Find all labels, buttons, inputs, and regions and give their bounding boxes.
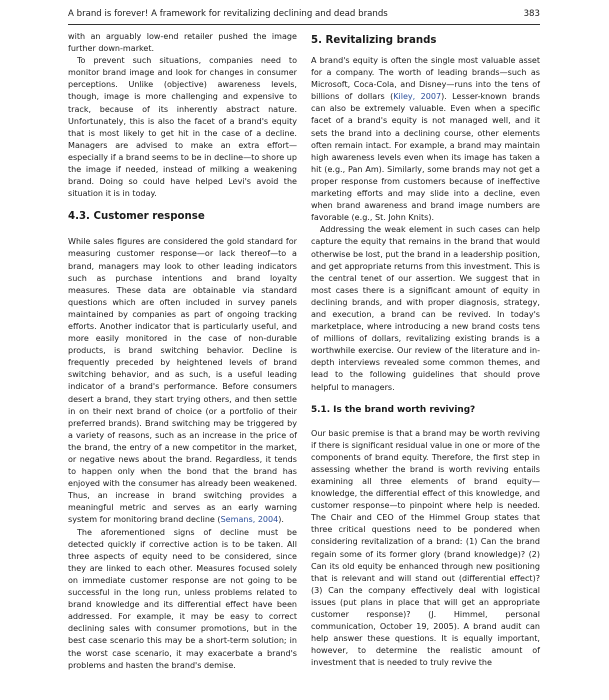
citation-link[interactable]: Kiley, 2007 [393, 92, 442, 102]
running-head [68, 8, 540, 20]
section-heading: 5. Revitalizing brands [311, 35, 437, 46]
paragraph: The aforementioned signs of decline must be detected quickly if corrective action is to be taken. All three aspects of equity need to be considered, since they are linked to each other. Measures focused solely on immediate customer response are not going to be successful in the long run, unless problems related to brand knowledge and its differential effect have been addressed. For example, it may be easy to correct declining sales with consumer promotions, but in the best case scenario this may be a short-term solution; in the worst case scenario, it may exacerbate a brand's problems and hasten the brand's demise. [68, 527, 297, 670]
citation-link[interactable]: Semans, 2004 [220, 515, 279, 525]
right-column [311, 31, 540, 670]
paragraph: Addressing the weak element in such cases can help capture the equity that remains in the brand that would otherwise be lost, put the brand in a leadership position, and get appropriate returns from this investment. This is the central tenet of our assertion. We suggest that in most cases there is a significant amount of equity in declining brands, and with proper diagnosis, strategy, and execution, a brand can be revived. In today's marketplace, where introducing a new brand costs tens of millions of dollars, revitalizing existing brands is a worthwhile exercise. Our review of the literature and in-depth interviews revealed some common themes, and lead to the following guidelines that should prove helpful to managers. [311, 225, 540, 392]
paragraph: While sales figures are considered the gold standard for measuring customer response—or lack thereof—to a brand, managers may look to other leading indicators such as purchase intentions and brand loyalty measures. These data are obtainable via standard questions which are often included in survey panels maintained by companies as part of ongoing tracking efforts. Another indicator that is particularly useful, and more easily monitored in the case of non-durable products, is brand switching behavior. Decline is frequently preceded by heightened levels of brand switching behavior, and as such, is a useful leading indicator of a brand's performance. Before consumers desert a brand, they start trying others, and then settle in on their next brand of choice (or a portfolio of their preferred brands). Brand switching may be triggered by a variety of reasons, such as an increase in the price of the brand, the entry of a new competitor in the market, or negative news about the brand. Regardless, it tends to happen only when the bond that the brand has enjoyed with the consumer has already been weakened. Thus, an increase in brand switching provides a meaningful metric and serves as an early warning system for monitoring brand decline (Semans, 2004). [68, 237, 297, 525]
page-number: 383 [523, 9, 540, 19]
paragraph: Our basic premise is that a brand may be worth reviving if there is significant residual value in one or more of the components of brand equity. Therefore, the first step in assessing whether the brand is worth reviving entails examining all three elements of brand equity—knowledge, the differential effect of this knowledge, and customer response—to pinpoint where help is needed. The Chair and CEO of the Himmel Group states that three critical questions need to be pondered when considering revitalization of a brand: (1) Can the brand regain some of its former glory (brand knowledge)? (2) Can its old equity be enhanced through new positioning that is relevant and will stand out (differential effect)? (3) Can the company effectively deal with logistical issues (put plans in place that will get an appropriate customer response)? (J. Himmel, personal communication, October 19, 2005). A brand audit can help answer these questions. It is equally important, however, to determine the realistic amount of investment that is needed to truly revive the [311, 428, 540, 668]
left-column [68, 31, 297, 672]
subsection-heading: 5.1. Is the brand worth reviving? [311, 404, 476, 415]
paragraph: with an arguably low-end retailer pushed the image further down-market. [68, 32, 297, 54]
header-rule [68, 24, 540, 25]
running-title: A brand is forever! A framework for revitalizing declining and dead brands [68, 9, 388, 19]
section-heading: 4.3. Customer response [68, 211, 205, 223]
paragraph: To prevent such situations, companies need to monitor brand image and look for changes in consumer perceptions. Unlike (objective) awareness levels, though, image is more challenging and expensive to track, because of its inherently abstract nature. Unfortunately, this is also the facet of a brand's equity that is most likely to get hit in the case of a decline. Managers are advised to make an extra effort—especially if a brand seems to be in decline—to shore up the image if needed, instead of milking a weakening brand. Doing so could have helped Levi's avoid the situation it is in today. [68, 56, 297, 199]
paragraph: A brand's equity is often the single most valuable asset for a company. The worth of leading brands—such as Microsoft, Coca-Cola, and Disney—runs into the tens of billions of dollars (Kiley, 2007). Lesser-known brands can also be extremely valuable. Even when a specific facet of a brand's equity is not managed well, and it sets the brand into a declining course, other elements often remain intact. For example, a brand may maintain high awareness levels even when its image has taken a hit (e.g., Pan Am). Similarly, some brands may not get a proper response from customers because of ineffective marketing efforts and may slide into a decline, even when brand awareness and brand image numbers are favorable (e.g., St. John Knits). [311, 56, 540, 223]
